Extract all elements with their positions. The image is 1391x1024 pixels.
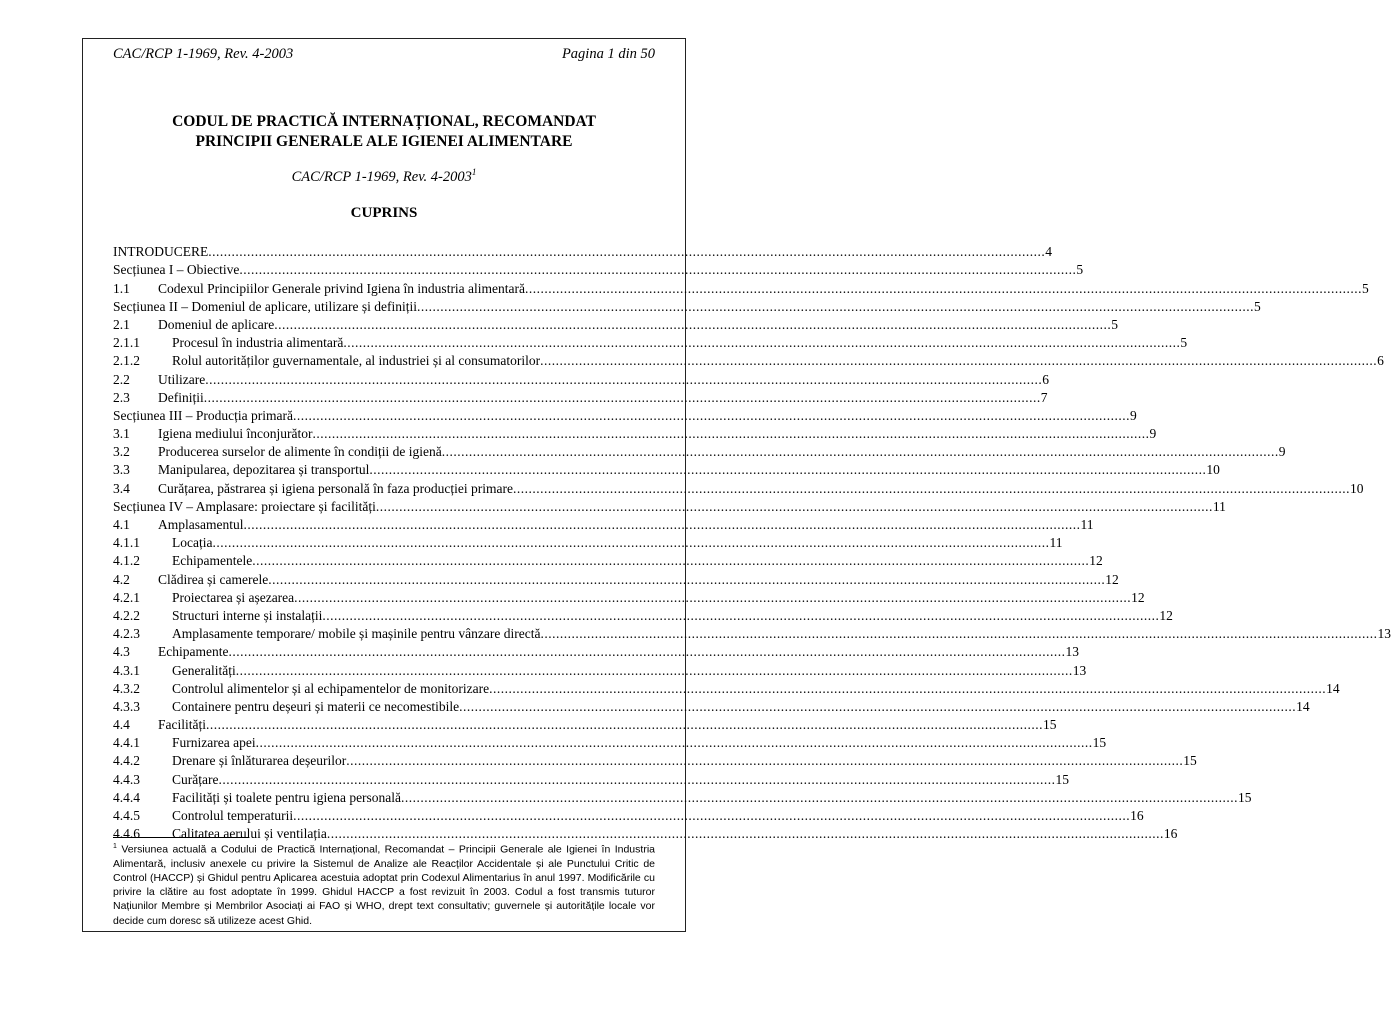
- toc-entry[interactable]: [113, 460, 1220, 478]
- toc-entry[interactable]: [113, 533, 1063, 551]
- toc-entry-page: 11: [1212, 498, 1226, 514]
- toc-entry-label: Amplasamente temporare/ mobile și mașinile pentru vânzare directă: [172, 626, 541, 642]
- toc-entry[interactable]: [113, 769, 1069, 787]
- toc-entry[interactable]: [113, 351, 1384, 369]
- toc-entry-label: Proiectarea și așezarea: [172, 589, 295, 605]
- toc-entry-page: 15: [1238, 789, 1252, 805]
- toc-entry-label: Secțiunea II – Domeniul de aplicare, utilizare și definiții: [113, 298, 418, 314]
- toc-leader-dots: [212, 535, 1049, 551]
- toc-entry-page: 5: [1180, 335, 1188, 351]
- toc-entry[interactable]: [113, 642, 1079, 660]
- toc-entry-number: 3.4: [113, 480, 130, 496]
- toc-entry-label: Echipamentele: [172, 553, 253, 569]
- toc-leader-dots: [252, 553, 1089, 569]
- toc-entry-number: 4.4.4: [113, 789, 140, 805]
- toc-entry-label: Domeniul de aplicare: [158, 316, 275, 332]
- header-doc-code: CAC/RCP 1-1969, Rev. 4-2003: [113, 46, 294, 62]
- toc-entry[interactable]: [113, 278, 1369, 296]
- toc-leader-dots: [459, 699, 1296, 715]
- toc-entry-page: 5: [1254, 298, 1261, 314]
- toc-entry-page: 4: [1045, 244, 1052, 260]
- toc-entry[interactable]: [113, 733, 1107, 751]
- toc-entry[interactable]: [113, 260, 1084, 278]
- toc-entry-page: 9: [1149, 426, 1157, 442]
- toc-entry-label: Curățarea, păstrarea și igiena personală în faza producției primare: [158, 480, 513, 496]
- toc-entry-number: 2.1.1: [113, 335, 140, 351]
- toc-entry-page: 10: [1349, 480, 1364, 496]
- toc-entry-page: 15: [1183, 753, 1197, 769]
- toc-entry-label: Secțiunea III – Producția primară: [113, 407, 293, 423]
- toc-entry-number: 3.1: [113, 426, 130, 442]
- toc-entry[interactable]: [113, 315, 1118, 333]
- toc-entry-number: 2.3: [113, 389, 130, 405]
- toc-entry-label: Facilități: [158, 717, 206, 733]
- toc-entry-page: 5: [1076, 262, 1084, 278]
- document-subtitle: [82, 167, 686, 186]
- toc-entry-number: 4.4.2: [113, 753, 140, 769]
- toc-leader-dots: [204, 390, 1041, 406]
- toc-entry-page: 15: [1055, 771, 1069, 787]
- toc-entry-page: 13: [1065, 644, 1079, 660]
- toc-entry-page: 7: [1040, 389, 1048, 405]
- toc-entry-label: Igiena mediului înconjurător: [158, 426, 313, 442]
- toc-entry[interactable]: [113, 424, 1157, 442]
- toc-entry-label: Manipularea, depozitarea și transportul: [158, 462, 370, 478]
- toc-entry-page: 13: [1072, 662, 1087, 678]
- toc-entry-label: Furnizarea apei: [172, 735, 256, 751]
- toc-entry[interactable]: [113, 588, 1145, 606]
- toc-entry-page: 12: [1159, 607, 1173, 623]
- toc-entry-number: 2.1: [113, 316, 130, 332]
- toc-entry[interactable]: [113, 660, 1087, 678]
- toc-entry[interactable]: [113, 697, 1310, 715]
- toc-entry[interactable]: [113, 788, 1252, 806]
- toc-entry-label: Controlul alimentelor și al echipamentelor de monitorizare: [172, 680, 490, 696]
- toc-entry-label: Codexul Principiilor Generale privind Igiena în industria alimentară: [158, 280, 526, 296]
- toc-entry-number: 4.4.6: [113, 826, 140, 842]
- toc-entry-label: Secțiunea I – Obiective: [113, 262, 240, 278]
- toc-entry-label: Amplasamentul: [158, 517, 244, 532]
- toc-leader-dots: [540, 353, 1377, 369]
- toc-entry[interactable]: [113, 369, 1049, 387]
- footnote: [113, 840, 655, 928]
- toc-leader-dots: [228, 644, 1065, 660]
- toc-entry[interactable]: [113, 679, 1340, 697]
- toc-leader-dots: [293, 408, 1130, 424]
- subtitle-text: CAC/RCP 1-1969, Rev. 4-2003: [291, 168, 472, 185]
- toc-entry[interactable]: [113, 297, 1261, 315]
- toc-entry-label: Procesul în industria alimentară: [172, 335, 344, 351]
- toc-entry-label: Definiții: [158, 389, 204, 405]
- toc-leader-dots: [256, 735, 1093, 751]
- toc-leader-dots: [243, 517, 1080, 533]
- toc-leader-dots: [369, 462, 1206, 478]
- toc-entry-page: 9: [1278, 444, 1286, 460]
- toc-entry-label: Facilități și toalete pentru igiena personală: [172, 789, 402, 805]
- footnote-reference: 1: [471, 167, 477, 177]
- toc-entry-page: 9: [1129, 407, 1137, 423]
- toc-entry-label: Controlul temperaturii: [172, 808, 294, 823]
- toc-entry-page: 6: [1377, 353, 1384, 369]
- toc-entry-page: 11: [1049, 535, 1063, 551]
- toc-leader-dots: [376, 499, 1213, 515]
- toc-entry-label: Calitatea aerului și ventilația: [172, 826, 327, 842]
- toc-entry[interactable]: [113, 388, 1048, 406]
- toc-entry-number: 2.2: [113, 371, 130, 387]
- toc-leader-dots: [293, 808, 1130, 824]
- toc-entry[interactable]: [113, 406, 1137, 424]
- toc-entry-label: Echipamente: [158, 644, 229, 660]
- toc-entry[interactable]: [113, 751, 1197, 769]
- toc-leader-dots: [513, 481, 1350, 497]
- toc-entry-label: Rolul autorităților guvernamentale, al industriei și al consumatorilor: [172, 353, 541, 369]
- toc-entry[interactable]: [113, 606, 1173, 624]
- document-title-line1: CODUL DE PRACTICĂ INTERNAȚIONAL, RECOMANDAT: [172, 113, 596, 130]
- toc-entry-page: 5: [1362, 280, 1369, 296]
- toc-entry-number: 4.2.1: [113, 589, 140, 605]
- toc-leader-dots: [274, 317, 1111, 333]
- toc-entry-page: 10: [1206, 462, 1220, 478]
- toc-entry-number: 4.3.2: [113, 680, 140, 696]
- toc-entry[interactable]: [113, 551, 1103, 569]
- toc-entry-number: 4.4: [113, 717, 130, 733]
- toc-entry-number: 4.2.3: [113, 626, 140, 642]
- toc-leader-dots: [525, 281, 1362, 297]
- toc-entry-label: Curățare: [172, 771, 219, 787]
- toc-leader-dots: [294, 590, 1131, 606]
- toc-entry[interactable]: [113, 478, 1364, 496]
- toc-entry[interactable]: [113, 569, 1119, 587]
- toc-entry-number: 4.4.1: [113, 735, 140, 751]
- toc-entry[interactable]: [113, 497, 1226, 515]
- toc-entry-label: Locația: [172, 535, 213, 551]
- toc-leader-dots: [208, 244, 1045, 260]
- toc-entry-page: 16: [1163, 826, 1178, 842]
- toc-leader-dots: [236, 663, 1073, 679]
- toc-entry-page: 11: [1080, 517, 1094, 532]
- toc-leader-dots: [343, 335, 1180, 351]
- toc-entry-number: 4.1.2: [113, 553, 140, 569]
- toc-leader-dots: [401, 790, 1238, 806]
- toc-leader-dots: [268, 572, 1105, 588]
- toc-entry-label: Secțiunea IV – Amplasare: proiectare și facilități: [113, 498, 376, 514]
- toc-entry-label: Structuri interne și instalații: [172, 607, 323, 623]
- toc-leader-dots: [312, 426, 1149, 442]
- toc-entry-page: 12: [1105, 571, 1119, 587]
- toc-entry-number: 1.1: [113, 280, 130, 296]
- contents-heading: CUPRINS: [350, 205, 418, 221]
- toc-entry[interactable]: [113, 242, 1052, 260]
- toc-entry-label: Clădirea și camerele: [158, 571, 269, 587]
- toc-entry-page: 14: [1296, 698, 1310, 714]
- toc-entry-label: Generalități: [172, 662, 236, 678]
- toc-entry[interactable]: [113, 333, 1188, 351]
- toc-entry-page: 12: [1131, 589, 1145, 605]
- toc-entry[interactable]: [113, 624, 1391, 642]
- toc-entry[interactable]: [113, 715, 1057, 733]
- toc-entry-number: 4.3.1: [113, 662, 140, 678]
- footnote-divider: [113, 837, 249, 838]
- toc-leader-dots: [205, 372, 1042, 388]
- toc-entry-number: 4.2: [113, 571, 130, 587]
- toc-leader-dots: [540, 626, 1377, 642]
- toc-entry-page: 14: [1326, 680, 1340, 696]
- toc-entry-number: 4.1.1: [113, 535, 140, 551]
- toc-entry-number: 2.1.2: [113, 353, 140, 369]
- toc-entry[interactable]: [113, 806, 1144, 824]
- toc-entry-page: 15: [1092, 735, 1107, 751]
- toc-entry-number: 4.3.3: [113, 698, 140, 714]
- toc-entry-label: INTRODUCERE: [113, 244, 209, 260]
- toc-entry-label: Containere pentru deșeuri și materii ce necomestibile: [172, 698, 460, 714]
- toc-leader-dots: [206, 717, 1043, 733]
- toc-entry-number: 3.3: [113, 462, 130, 478]
- toc-entry-label: Producerea surselor de alimente în condiții de igienă: [158, 444, 442, 460]
- toc-entry-page: 12: [1089, 553, 1103, 569]
- toc-entry-label: Utilizare: [158, 371, 206, 387]
- footnote-text: Versiunea actuală a Codului de Practică Internațional, Recomandat – Principii Generale ale Igienei în Industria Alimentară, inclusiv anexele cu privire la Sistemul de Analize ale Reacților Accidentale și ale Punctului Critic de Control (HACCP) și Ghidul pentru Aplicarea acestuia adoptat prin Codexul Alimentarius în anul 1997. Modificările cu privire la clătire au fost adoptate în 1999. Ghidul HACCP a fost revizuit în 2003. Codul a fost transmis tuturor Națiunilor Membre și Membrilor Asociați ai FAO și WHO, drept text consultativ; guvernele și autoritățile locale vor decide cum doresc să utilizeze acest Ghid.: [113, 843, 655, 927]
- toc-entry-label: Drenare și înlăturarea deșeurilor: [172, 753, 347, 769]
- toc-entry-page: 15: [1043, 717, 1057, 733]
- toc-leader-dots: [239, 262, 1076, 278]
- toc-leader-dots: [322, 608, 1159, 624]
- toc-leader-dots: [218, 772, 1055, 788]
- toc-leader-dots: [442, 444, 1279, 460]
- table-of-contents: [113, 242, 1391, 842]
- toc-entry-number: 4.3: [113, 644, 130, 660]
- toc-entry-number: 4.2.2: [113, 607, 140, 623]
- header-page-label: Pagina 1 din 50: [561, 46, 655, 62]
- toc-entry-page: 5: [1111, 316, 1118, 332]
- toc-entry-page: 16: [1130, 808, 1144, 823]
- toc-entry[interactable]: [113, 515, 1094, 533]
- document-title-line2: PRINCIPII GENERALE ALE IGIENEI ALIMENTARE: [195, 133, 573, 150]
- toc-entry-number: 4.1: [113, 517, 130, 532]
- toc-leader-dots: [346, 753, 1183, 769]
- toc-entry-number: 4.4.5: [113, 808, 140, 823]
- toc-leader-dots: [489, 681, 1326, 697]
- toc-entry-page: 13: [1377, 626, 1391, 642]
- footnote-mark: 1: [113, 843, 117, 850]
- toc-entry-number: 4.4.3: [113, 771, 140, 787]
- toc-leader-dots: [417, 299, 1254, 315]
- toc-entry-number: 3.2: [113, 444, 130, 460]
- toc-entry-page: 6: [1042, 371, 1049, 387]
- toc-entry[interactable]: [113, 442, 1286, 460]
